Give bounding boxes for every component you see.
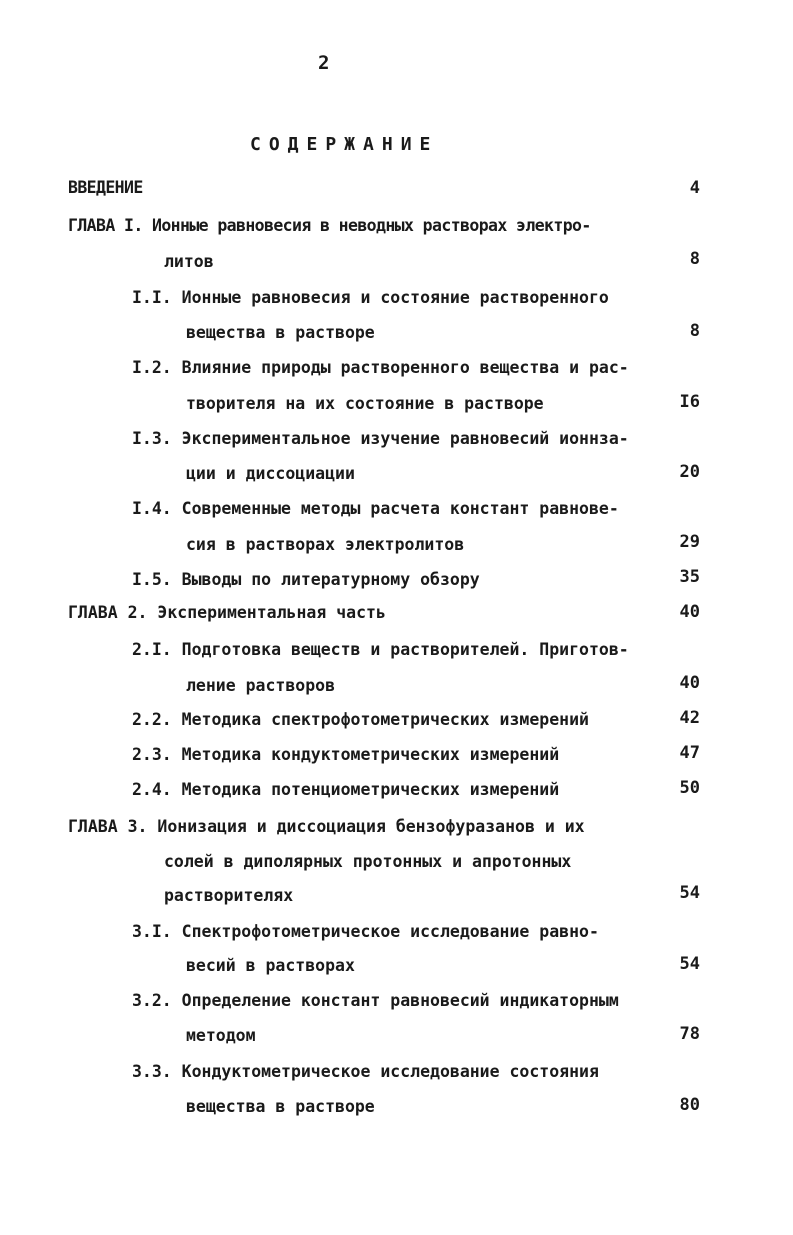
toc-entry-line: 3.I. Спектрофотометрическое исследование равно- bbox=[132, 922, 599, 941]
toc-entry-line: солей в диполярных протонных и апротонных bbox=[164, 852, 572, 871]
toc-page-number: 4 bbox=[689, 178, 700, 198]
toc-page-number: 78 bbox=[679, 1024, 700, 1044]
toc-page-number: 29 bbox=[679, 532, 700, 552]
toc-entry-line: ВВЕДЕНИЕ bbox=[68, 178, 143, 197]
toc-entry-line: методом bbox=[186, 1026, 256, 1045]
page-number: 2 bbox=[318, 52, 330, 74]
toc-entry-line: I.4. Современные методы расчета констант равнове- bbox=[132, 499, 619, 518]
toc-entry-line: I.I. Ионные равновесия и состояние растворенного bbox=[132, 288, 609, 307]
toc-page-number: 50 bbox=[679, 778, 700, 798]
toc-page-number: 42 bbox=[679, 708, 700, 728]
toc-entry-line: ление растворов bbox=[186, 676, 336, 695]
toc-entry-line: I.5. Выводы по литературному обзору bbox=[132, 570, 480, 589]
toc-page-number: 40 bbox=[679, 673, 700, 693]
toc-page-number: 47 bbox=[679, 743, 700, 763]
toc-page-number: 54 bbox=[679, 883, 700, 903]
toc-page-number: 8 bbox=[689, 321, 700, 341]
toc-page-number: 20 bbox=[679, 462, 700, 482]
toc-entry-line: ГЛАВА I. Ионные равновесия в неводных растворах электро- bbox=[68, 216, 591, 235]
toc-page-number: I6 bbox=[679, 392, 700, 412]
toc-entry-line: творителя на их состояние в растворе bbox=[186, 394, 544, 413]
toc-entry-line: ГЛАВА 3. Ионизация и диссоциация бензофуразанов и их bbox=[68, 817, 585, 836]
toc-entry-line: I.3. Экспериментальное изучение равновесий ионнза- bbox=[132, 429, 629, 448]
toc-page-number: 54 bbox=[679, 954, 700, 974]
toc-entry-line: растворителях bbox=[164, 886, 294, 905]
toc-page-number: 8 bbox=[689, 249, 700, 269]
toc-entry-line: I.2. Влияние природы растворенного вещества и рас- bbox=[132, 358, 629, 377]
toc-entry-line: 2.I. Подготовка веществ и растворителей. Приготов- bbox=[132, 640, 629, 659]
toc-entry-line: сия в растворах электролитов bbox=[186, 535, 465, 554]
toc-page-number: 35 bbox=[679, 567, 700, 587]
toc-entry-line: 3.2. Определение констант равновесий индикаторным bbox=[132, 991, 619, 1010]
toc-entry-line: литов bbox=[164, 252, 214, 271]
toc-entry-line: 3.3. Кондуктометрическое исследование состояния bbox=[132, 1062, 599, 1081]
toc-entry-line: ГЛАВА 2. Экспериментальная часть bbox=[68, 603, 386, 622]
toc-page-number: 80 bbox=[679, 1095, 700, 1115]
toc-entry-line: 2.2. Методика спектрофотометрических измерений bbox=[132, 710, 589, 729]
toc-entry-line: 2.4. Методика потенциометрических измерений bbox=[132, 780, 560, 799]
toc-entry-line: 2.3. Методика кондуктометрических измерений bbox=[132, 745, 560, 764]
toc-entry-line: вещества в растворе bbox=[186, 323, 375, 342]
toc-entry-line: весий в растворах bbox=[186, 956, 355, 975]
toc-page-number: 40 bbox=[679, 602, 700, 622]
toc-entry-line: ции и диссоциации bbox=[186, 464, 355, 483]
toc-entry-line: вещества в растворе bbox=[186, 1097, 375, 1116]
page-title: СОДЕРЖАНИЕ bbox=[250, 134, 439, 155]
